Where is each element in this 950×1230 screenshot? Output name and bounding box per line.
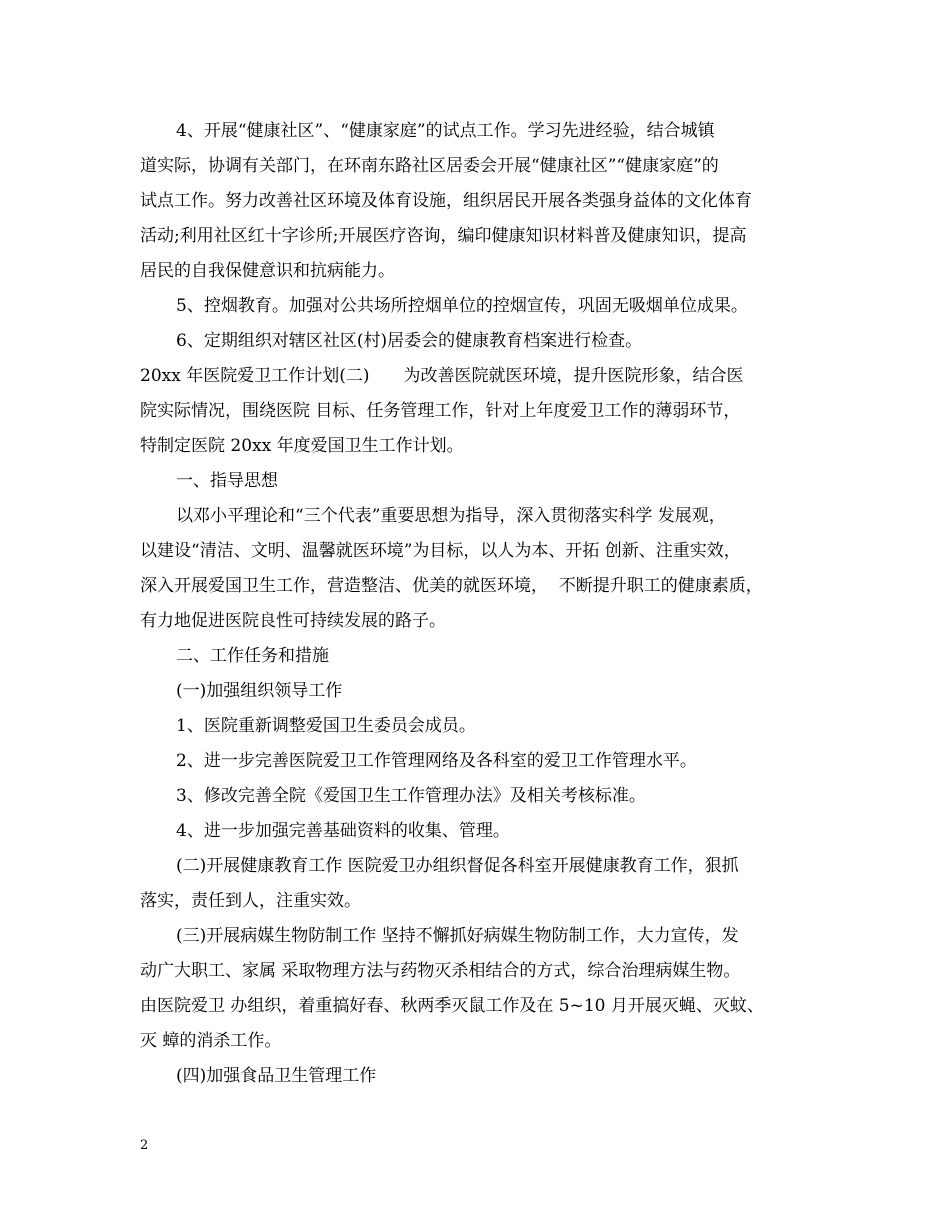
paragraph-line: 有力地促进医院良性可持续发展的路子。 [140, 611, 446, 631]
heading-tasks-measures: 二、工作任务和措施 [176, 646, 329, 666]
subheading-line: (四)加强食品卫生管理工作 [176, 1066, 377, 1086]
subheading-line: (一)加强组织领导工作 [176, 681, 343, 701]
paragraph-line: 道实际，协调有关部门，在环南东路社区居委会开展“健康社区”“健康家庭”的 [140, 156, 719, 176]
paragraph-line: 居民的自我保健意识和抗病能力。 [140, 261, 395, 281]
paragraph-line: 以邓小平理论和“三个代表”重要思想为指导，深入贯彻落实科学 发展观， [176, 506, 726, 526]
heading-guiding-ideology: 一、指导思想 [176, 471, 278, 491]
paragraph-line: 由医院爱卫 办组织，着重搞好春、秋两季灭鼠工作及在 5~10 月开展灭蝇、灭蚊、 [140, 996, 764, 1016]
paragraph-line: 特制定医院 20xx 年度爱国卫生工作计划。 [140, 436, 464, 456]
page-number: 2 [140, 1138, 149, 1153]
paragraph-line: 灭 蟑的消杀工作。 [140, 1031, 282, 1051]
paragraph-line: 以建设“清洁、文明、温馨就医环境”为目标，以人为本、开拓 创新、注重实效， [140, 541, 741, 561]
list-item: 1、医院重新调整爱国卫生委员会成员。 [176, 716, 476, 736]
paragraph-line: (三)开展病媒生物防制工作 坚持不懈抓好病媒生物防制工作，大力宣传，发 [176, 926, 739, 946]
paragraph-line: 院实际情况，围绕医院 目标、任务管理工作，针对上年度爱卫工作的薄弱环节， [140, 401, 741, 421]
section-title-line: 20xx 年医院爱卫工作计划(二) 为改善医院就医环境，提升医院形象，结合医 [140, 366, 744, 386]
paragraph-line: 落实，责任到人，注重实效。 [140, 891, 361, 911]
paragraph-line: 6、定期组织对辖区社区(村)居委会的健康教育档案进行检查。 [176, 331, 643, 351]
list-item: 4、进一步加强完善基础资料的收集、管理。 [176, 821, 510, 841]
paragraph-line: 试点工作。努力改善社区环境及体育设施，组织居民开展各类强身益体的文化体育 [140, 191, 752, 211]
paragraph-line: 深入开展爱国卫生工作，营造整洁、优美的就医环境， 不断提升职工的健康素质， [140, 576, 763, 596]
paragraph-line: 活动;利用社区红十字诊所;开展医疗咨询，编印健康知识材料普及健康知识，提高 [140, 226, 747, 246]
paragraph-line: (二)开展健康教育工作 医院爱卫办组织督促各科室开展健康教育工作，狠抓 [176, 856, 739, 876]
list-item: 2、进一步完善医院爱卫工作管理网络及各科室的爱卫工作管理水平。 [176, 751, 697, 771]
list-item: 3、修改完善全院《爱国卫生工作管理办法》及相关考核标准。 [176, 786, 646, 806]
paragraph-line: 动广大职工、家属 采取物理方法与药物灭杀相结合的方式，综合治理病媒生物。 [140, 961, 741, 981]
paragraph-line: 4、开展“健康社区”、“健康家庭”的试点工作。学习先进经验，结合城镇 [176, 121, 715, 141]
paragraph-line: 5、控烟教育。加强对公共场所控烟单位的控烟宣传，巩固无吸烟单位成果。 [176, 296, 748, 316]
